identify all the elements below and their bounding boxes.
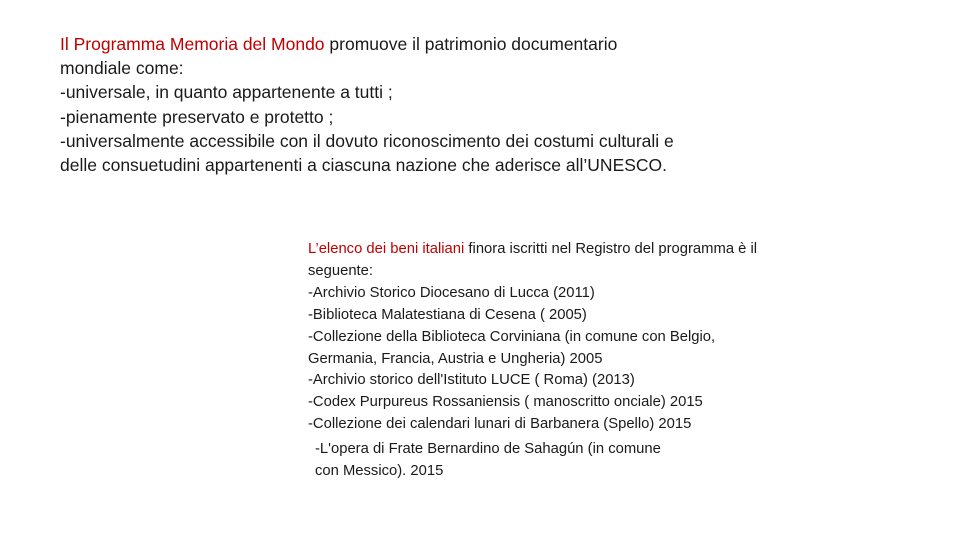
- list-line-1-rest: finora iscritti nel Registro del programma è il: [464, 241, 758, 257]
- list-item: -L'opera di Frate Bernardino de Sahagún (in comune: [315, 441, 661, 457]
- intro-line: -universale, in quanto appartenente a tutti ;: [60, 82, 393, 103]
- intro-line-1: [60, 32, 820, 56]
- program-title-highlight: Il Programma Memoria del Mondo: [60, 34, 325, 54]
- list-title-highlight: L’elenco dei beni italiani: [308, 241, 465, 257]
- list-item: -Codex Purpureus Rossaniensis ( manoscritto onciale) 2015: [308, 394, 703, 411]
- extra-list-entry: [315, 438, 815, 482]
- intro-line-1-rest: promuove il patrimonio documentario: [324, 34, 618, 54]
- intro-paragraph: [60, 32, 820, 177]
- list-item: con Messico). 2015: [315, 463, 444, 479]
- list-item: Germania, Francia, Austria e Ungheria) 2005: [308, 350, 603, 367]
- italian-heritage-list: [308, 239, 908, 436]
- intro-line: -pienamente preservato e protetto ;: [60, 106, 334, 127]
- list-item: -Biblioteca Malatestiana di Cesena ( 2005): [308, 306, 587, 323]
- list-item: -Archivio storico dell'Istituto LUCE ( Roma) (2013): [308, 372, 635, 389]
- list-item: -Archivio Storico Diocesano di Lucca (2011): [308, 284, 595, 301]
- intro-line: delle consuetudini appartenenti a ciascuna nazione che aderisce all’UNESCO.: [60, 155, 668, 176]
- list-item: -Collezione dei calendari lunari di Barbanera (Spello) 2015: [308, 416, 692, 433]
- list-item: -Collezione della Biblioteca Corviniana (in comune con Belgio,: [308, 328, 716, 345]
- list-line-1: [308, 239, 908, 261]
- intro-line: mondiale come:: [60, 58, 184, 79]
- list-item: seguente:: [308, 262, 373, 279]
- intro-line: -universalmente accessibile con il dovuto riconoscimento dei costumi culturali e: [60, 130, 674, 151]
